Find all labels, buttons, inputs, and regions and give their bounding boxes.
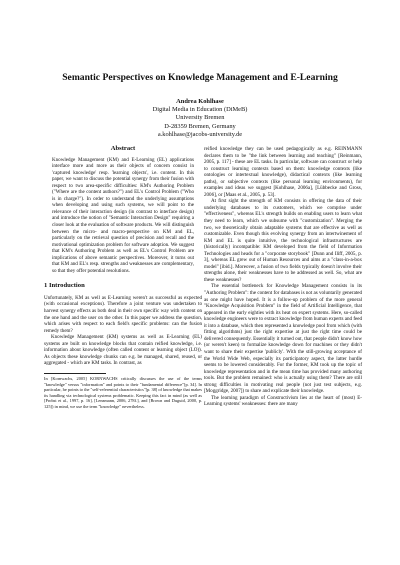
left-column: [44, 146, 202, 409]
author-email: a.kohlhase@jacobs-university.de: [157, 130, 243, 138]
section-heading-introduction: 1 Introduction: [44, 282, 85, 290]
right-paragraph-1: reified knowledge they can be used pedagogically as e.g. REINMANN declares them to be "the link between learning and teaching" [Reinmann, 2005, p. 117] - these are EL tasks. In particular, software can construct or help to construct learning contexts based on them: knowledge contexts (like ontologies or intertextual knowledge), didactical contexts (like learning paths), or subjective contexts (like personal learning environments), for examples and ideas we suggest [Kohlhase, 2006a], [Lübbecke and Gross, 2006], or [Maas et al., 2005, p. 53].: [204, 146, 362, 198]
author-name: Andrea Kohlhase: [176, 98, 224, 105]
right-paragraph-2: At first sight the strength of KM consists in offering the data of their underlying databases to its customers, which we comprise under "effectiveness", whereas EL's strength builds on enabling users to learn what they need to learn, which we subsume with "customization". Merging the two, we theoretically obtain adaptable systems that are effective as well as customizable. Even though this evolving synergy from an intertwinement of KM and EL is quite intuitive, the technological infrastructures are (historically) incompatible: KM developed from the field of Information Technologies and heads for a "corporate storybook" [Dunn and Iliff, 2005, p. 3], whereas EL grew out of Human Resources and aims at a "class-in-a-box model" [ibid.]. Moreover, a fusion of two fields typically doesn't involve their strengths alone, their weaknesses have to be addressed as well. So, what are these weaknesses?: [204, 198, 362, 283]
right-column: [204, 146, 362, 408]
intro-paragraph-1: Unfortunately, KM as well as E-Learning weren't as successful as expected (with occasional exceptions). Therefore a joint venture was undertaken to harvest synergy effects as both deal in their own specific way with content on the one hand and the user on the other. In this paper we address the question, which arises with respect to each field's specific problems: can the fusion remedy them?: [44, 294, 202, 334]
author-affiliation: Digital Media in Education (DiMeB): [152, 106, 248, 114]
right-paragraph-4: The learning paradigm of Constructivism lies at the heart of (most) E-Learning systems' weaknesses: there are many: [204, 394, 362, 408]
author-block: [0, 98, 400, 139]
footnote: In [Kornwachs, 2005] KORNWACHS critically discusses the use of the terms "knowledge" versus "information" and points to their "fundamental difference"[p. 34]. In particular, he points to the "self-referential characteristics"[p. 38] of knowledge that makes its handling via technological systems problematic. Keeping this fact in mind (as well as [Probst et al., 1997, p. 16], [Lenzmann, 2006, 278f.], and [Brown and Duguid, 2000, p. 125]) in mind, we use the term "knowledge" nevertheless.: [44, 375, 202, 409]
abstract-text: Knowledge Management (KM) and E-Learning (EL) applications interface more and more as their objects of concern consist in 'captured knowledge' resp. 'learning objects', i.e. content. In this paper, we want to discuss the potential synergy from their fusion with respect to two area-specific difficulties: KM's Authoring Problem ("Where are the content authors?") and EL's Control Problem ("Who is in charge?"). In order to understand the underlying assumptions when developing and using such systems, we will point to the relevance of their interaction design (in contrast to interface design) and introduce the notion of "Semantic Interaction Design" requiring a closer look at the evaluation of software products. We will distinguish between the micro- and macro-perspective on KM and EL, particularly on the retrieval question of precision and recall and the motivational optimization problem for software adoption. We suggest that KM's Authoring Problem as well as EL's Control Problem are implications of above semantic perspectives. Moreover, it turns out that KM and EL's resp. strengths and weaknesses are complementary, so that they offer potential resolutions.: [52, 156, 194, 274]
abstract-heading: Abstract: [110, 145, 136, 152]
intro-paragraph-2: Knowledge Management (KM) systems as well as E-Learning (EL) systems are built on knowledge blocks that contain reified knowledge, i.e. information about knowledge (often called content or learning object (LO)). As objects these knowledge chunks can e.g. be managed, shared, reused, or aggregated - which are KM tasks. In contrast, as: [44, 334, 202, 367]
right-paragraph-3: The essential bottleneck for Knowledge Management consists in its "Authoring Problem": the content for databases is not as voluntarily generated as one might have hoped. It is a follow-up problem of the more general "Knowledge Acquisition Problem" in the field of Artificial Intelligence, that appeared in the early eighties with its heat on expert systems. Here, so-called knowledge engineers were to extract knowledge from human experts and feed it into a database, which then represented a knowledge pool from which (with fitting algorithms) just the right expertise at just the right time could be delivered consequently. Essentially it turned out, that people didn't know how (or weren't keen) to formalize knowledge down for machines or they didn't want to share their expertise 'publicly'. With the still-growing acceptance of the World Wide Web, especially its participatory aspect, the latter hurdle seems to be lowered considerably. For the former, KM took up the topic of knowledge representation and in the mean time has provided many authoring tools. But the problem remained: who is actually using them? There are still strong difficulties in motivating real people (not just test subjects, e.g. [Moggridge, 2007]) to share and explicate their knowledge.: [204, 283, 363, 395]
author-university: University Bremen: [175, 114, 225, 122]
paper-title: Semantic Perspectives on Knowledge Management and E-Learning: [62, 72, 338, 83]
author-address: D-28359 Bremen, Germany: [164, 122, 236, 130]
footnote-rule: [44, 373, 106, 374]
